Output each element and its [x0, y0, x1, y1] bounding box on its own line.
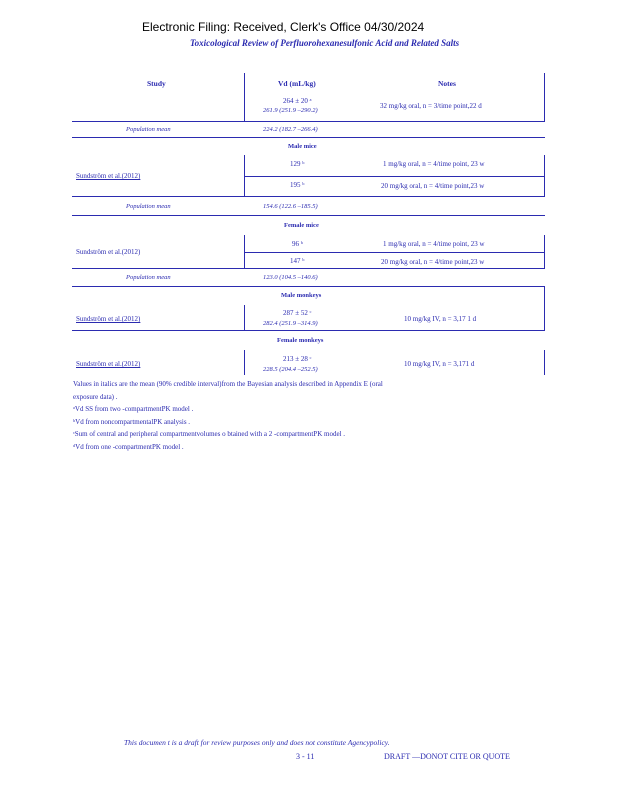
column-header-study: Study — [147, 79, 166, 88]
footnote-d: ᵈVd from one -compartmentPK model . — [73, 443, 184, 451]
draft-notice: DRAFT —DONOT CITE OR QUOTE — [384, 752, 510, 761]
notes-cell: 10 mg/kg IV, n = 3,17 1 d — [404, 315, 477, 323]
footnote-a: ᵃVd SS from two -compartmentPK model . — [73, 405, 194, 413]
table-right-border — [544, 350, 545, 375]
row-divider — [72, 137, 545, 138]
notes-cell: 10 mg/kg IV, n = 3,171 d — [404, 360, 475, 368]
row-divider — [72, 121, 545, 122]
row-divider — [72, 286, 545, 287]
vd-credible-interval: 261.9 (251.9 –290.2) — [263, 107, 318, 114]
table-right-border — [544, 235, 545, 269]
study-citation-link[interactable]: Sundström et al.(2012) — [76, 172, 141, 180]
column-header-vd: Vd (mL/kg) — [278, 79, 316, 88]
table-note-continued: exposure data) . — [73, 393, 118, 401]
row-divider — [72, 268, 545, 269]
group-label-male-mice: Male mice — [288, 143, 317, 150]
column-divider — [244, 350, 245, 375]
vd-value: 213 ± 28 ᶜ — [283, 355, 312, 363]
notes-cell: 20 mg/kg oral, n = 4/time point,23 w — [381, 182, 485, 190]
notes-cell: 1 mg/kg oral, n = 4/time point, 23 w — [383, 240, 485, 248]
study-citation-link[interactable]: Sundström et al.(2012) — [76, 315, 141, 323]
footnote-c: ᶜSum of central and peripheral compartmentvolumes o btained with a 2 -compartmentPK model . — [73, 430, 345, 438]
column-header-notes: Notes — [438, 79, 456, 88]
vd-credible-interval: 282.4 (251.9 –314.9) — [263, 320, 318, 327]
draft-disclaimer: This documen t is a draft for review purposes only and does not constitute Agencypolicy. — [124, 738, 390, 747]
study-citation: Sundström et al.(2012) — [76, 248, 141, 256]
population-mean-value: 224.2 (182.7 –266.4) — [263, 126, 318, 133]
table-right-border — [544, 155, 545, 197]
column-divider — [244, 305, 245, 330]
notes-cell: 32 mg/kg oral, n = 3/time point,22 d — [380, 102, 482, 110]
filing-header: Electronic Filing: Received, Clerk's Office 04/30/2024 — [142, 20, 425, 34]
footnote-b: ᵇVd from noncompartmentalPK analysis . — [73, 418, 191, 426]
vd-value: 287 ± 52 ᶜ — [283, 309, 312, 317]
table-note: Values in italics are the mean (90% credible interval)from the Bayesian analysis described in Appendix E (oral — [73, 380, 383, 388]
vd-value: 264 ± 20 ᵃ — [283, 97, 312, 105]
page-number: 3 - 11 — [296, 752, 315, 761]
column-divider — [244, 73, 245, 122]
row-divider — [72, 196, 545, 197]
vd-value: 147 ᵇ — [290, 257, 305, 265]
document-subtitle: Toxicological Review of Perfluorohexanesulfonic Acid and Related Salts — [190, 38, 460, 48]
vd-credible-interval: 228.5 (204.4 –252.5) — [263, 366, 318, 373]
group-label-male-monkeys: Male monkeys — [281, 292, 322, 299]
table-right-border — [544, 73, 545, 122]
notes-cell: 1 mg/kg oral, n = 4/time point, 23 w — [383, 160, 485, 168]
row-divider — [244, 252, 544, 253]
group-label-female-monkeys: Female monkeys — [277, 337, 324, 344]
table-right-border — [544, 286, 545, 330]
row-divider — [72, 215, 545, 216]
population-mean-label: Population mean — [126, 126, 171, 133]
population-mean-label: Population mean — [126, 203, 171, 210]
vd-value: 129 ᵇ — [290, 160, 305, 168]
notes-cell: 20 mg/kg oral, n = 4/time point,23 w — [381, 258, 485, 266]
vd-value: 96 ᵇ — [292, 240, 303, 248]
population-mean-value: 123.0 (104.5 –140.6) — [263, 274, 318, 281]
population-mean-value: 154.6 (122.6 –185.5) — [263, 203, 318, 210]
vd-value: 195 ᵇ — [290, 181, 305, 189]
row-divider — [72, 330, 545, 331]
row-divider — [244, 176, 544, 177]
population-mean-label: Population mean — [126, 274, 171, 281]
study-citation-link[interactable]: Sundström et al.(2012) — [76, 360, 141, 368]
group-label-female-mice: Female mice — [284, 222, 319, 229]
